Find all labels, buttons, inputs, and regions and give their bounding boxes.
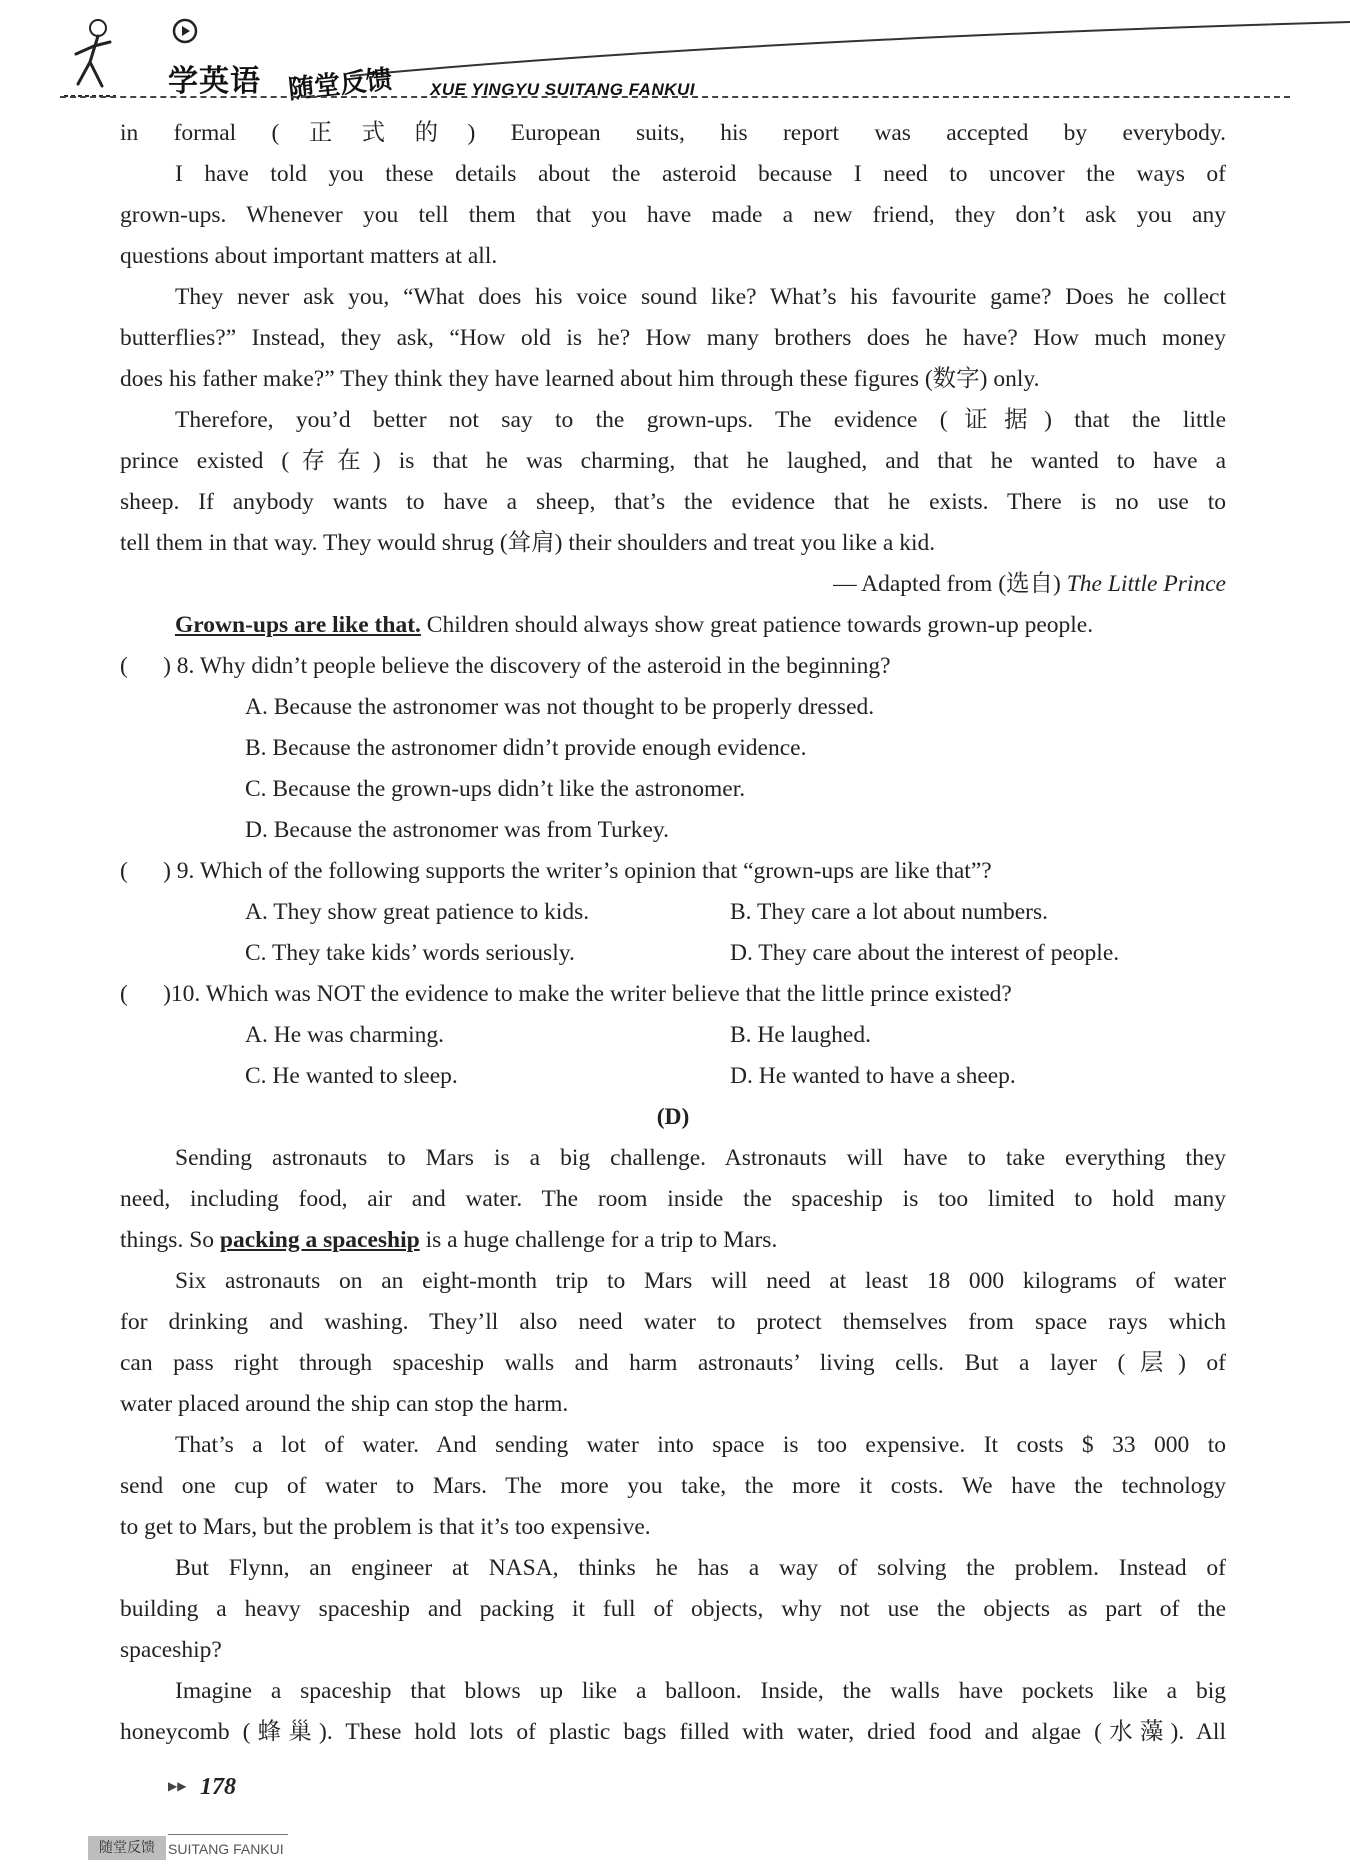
underlined-phrase: Grown-ups are like that.: [175, 612, 421, 638]
passage-line: honeycomb (蜂巢). These hold lots of plastic bags filled with water, dried food and algae (水藻). All: [120, 1719, 1226, 1745]
runner-logo-icon: [60, 14, 120, 109]
underlined-phrase: packing a spaceship: [219, 1227, 420, 1253]
option-a: A. He was charming.: [245, 1022, 445, 1048]
option-b: B. He laughed.: [730, 1022, 871, 1048]
question-stem: Which of the following supports the writer’s opinion that “grown-ups are like that”?: [199, 858, 992, 884]
passage-line: spaceship?: [120, 1637, 222, 1663]
passage-line: need, including food, air and water. The room inside the spaceship is too limited to hold many: [120, 1186, 1226, 1212]
passage-line: tell them in that way. They would shrug (耸肩) their shoulders and treat you like a kid.: [120, 530, 936, 556]
option-d: D. Because the astronomer was from Turkey.: [245, 817, 669, 843]
passage-line: sheep. If anybody wants to have a sheep, that’s the evidence that he exists. There is no use to: [120, 489, 1226, 515]
passage-final-line: [175, 610, 1093, 640]
final-line-rest: Children should always show great patience towards grown-up people.: [420, 612, 1094, 638]
answer-bracket[interactable]: ( ) 8.: [120, 653, 200, 679]
passage-line: Therefore, you’d better not say to the grown-ups. The evidence (证据) that the little: [175, 407, 1226, 433]
header-subtitle-cn: 随堂反馈: [286, 64, 394, 106]
question-10: [120, 979, 1012, 1009]
answer-bracket[interactable]: ( ) 9.: [120, 858, 200, 884]
passage-line: building a heavy spaceship and packing it full of objects, why not use the objects as part of the: [120, 1596, 1226, 1622]
section-heading-d: (D): [656, 1104, 690, 1130]
passage-line: prince existed (存在) is that he was charming, that he laughed, and that he wanted to have a: [120, 448, 1226, 474]
footer-label-en: SUITANG FANKUI: [168, 1841, 284, 1857]
passage-line: butterflies?” Instead, they ask, “How old is he? How many brothers does he have? How much money: [120, 325, 1226, 351]
passage-line: does his father make?” They think they have learned about him through these figures (数字) only.: [120, 366, 1040, 392]
source-title: The Little Prince: [1066, 571, 1226, 597]
play-icon: [172, 18, 198, 44]
source-prefix: — Adapted from (选自): [833, 571, 1067, 597]
passage-line: Imagine a spaceship that blows up like a balloon. Inside, the walls have pockets like a big: [175, 1678, 1226, 1704]
passage-line: for drinking and washing. They’ll also need water to protect themselves from space rays which: [120, 1309, 1226, 1335]
option-c: C. They take kids’ words seriously.: [245, 940, 575, 966]
passage-line: grown-ups. Whenever you tell them that you have made a new friend, they don’t ask you any: [120, 202, 1226, 228]
option-c: C. He wanted to sleep.: [245, 1063, 458, 1089]
header-title-cn: 学英语: [168, 64, 261, 99]
line-post: is a huge challenge for a trip to Mars.: [419, 1227, 778, 1253]
passage-line: in formal (正式的) European suits, his report was accepted by everybody.: [120, 120, 1226, 146]
header-title-en: XUE YINGYU SUITANG FANKUI: [430, 80, 696, 99]
line-pre: things. So: [120, 1227, 220, 1253]
question-9: [120, 856, 992, 886]
passage-line: to get to Mars, but the problem is that it’s too expensive.: [120, 1514, 651, 1540]
page-header: [60, 14, 1350, 114]
passage-line: [120, 1225, 777, 1255]
footer-divider: [168, 1834, 288, 1835]
page-number: 178: [200, 1774, 236, 1800]
header-swoosh-decoration: [330, 20, 1350, 80]
passage-line: That’s a lot of water. And sending water into space is too expensive. It costs $ 33 000 to: [175, 1432, 1226, 1458]
passage-line: I have told you these details about the asteroid because I need to uncover the ways of: [175, 161, 1226, 187]
option-b: B. They care a lot about numbers.: [730, 899, 1049, 925]
option-a: A. Because the astronomer was not thought to be properly dressed.: [245, 694, 875, 720]
question-stem: Which was NOT the evidence to make the writer believe that the little prince existed?: [205, 981, 1012, 1007]
option-a: A. They show great patience to kids.: [245, 899, 590, 925]
header-divider: [60, 96, 1290, 98]
question-stem: Why didn’t people believe the discovery of the asteroid in the beginning?: [199, 653, 891, 679]
option-d: D. They care about the interest of people.: [730, 940, 1120, 966]
question-8: [120, 651, 891, 681]
option-c: C. Because the grown-ups didn’t like the astronomer.: [245, 776, 746, 802]
passage-line: Six astronauts on an eight-month trip to Mars will need at least 18 000 kilograms of water: [175, 1268, 1226, 1294]
passage-line: But Flynn, an engineer at NASA, thinks he has a way of solving the problem. Instead of: [175, 1555, 1226, 1581]
option-b: B. Because the astronomer didn’t provide enough evidence.: [245, 735, 807, 761]
footer-label-cn: 随堂反馈: [88, 1836, 166, 1860]
passage-line: send one cup of water to Mars. The more you take, the more it costs. We have the technology: [120, 1473, 1226, 1499]
passage-line: can pass right through spaceship walls and harm astronauts’ living cells. But a layer (层) of: [120, 1350, 1226, 1376]
answer-bracket[interactable]: ( )10.: [120, 981, 206, 1007]
page-arrows-icon: ▶▶: [168, 1779, 187, 1793]
passage-line: They never ask you, “What does his voice sound like? What’s his favourite game? Does he collect: [175, 284, 1226, 310]
passage-source: [833, 569, 1226, 599]
option-d: D. He wanted to have a sheep.: [730, 1063, 1016, 1089]
passage-line: water placed around the ship can stop the harm.: [120, 1391, 569, 1417]
passage-line: questions about important matters at all.: [120, 243, 498, 269]
passage-line: Sending astronauts to Mars is a big challenge. Astronauts will have to take everything they: [175, 1145, 1226, 1171]
